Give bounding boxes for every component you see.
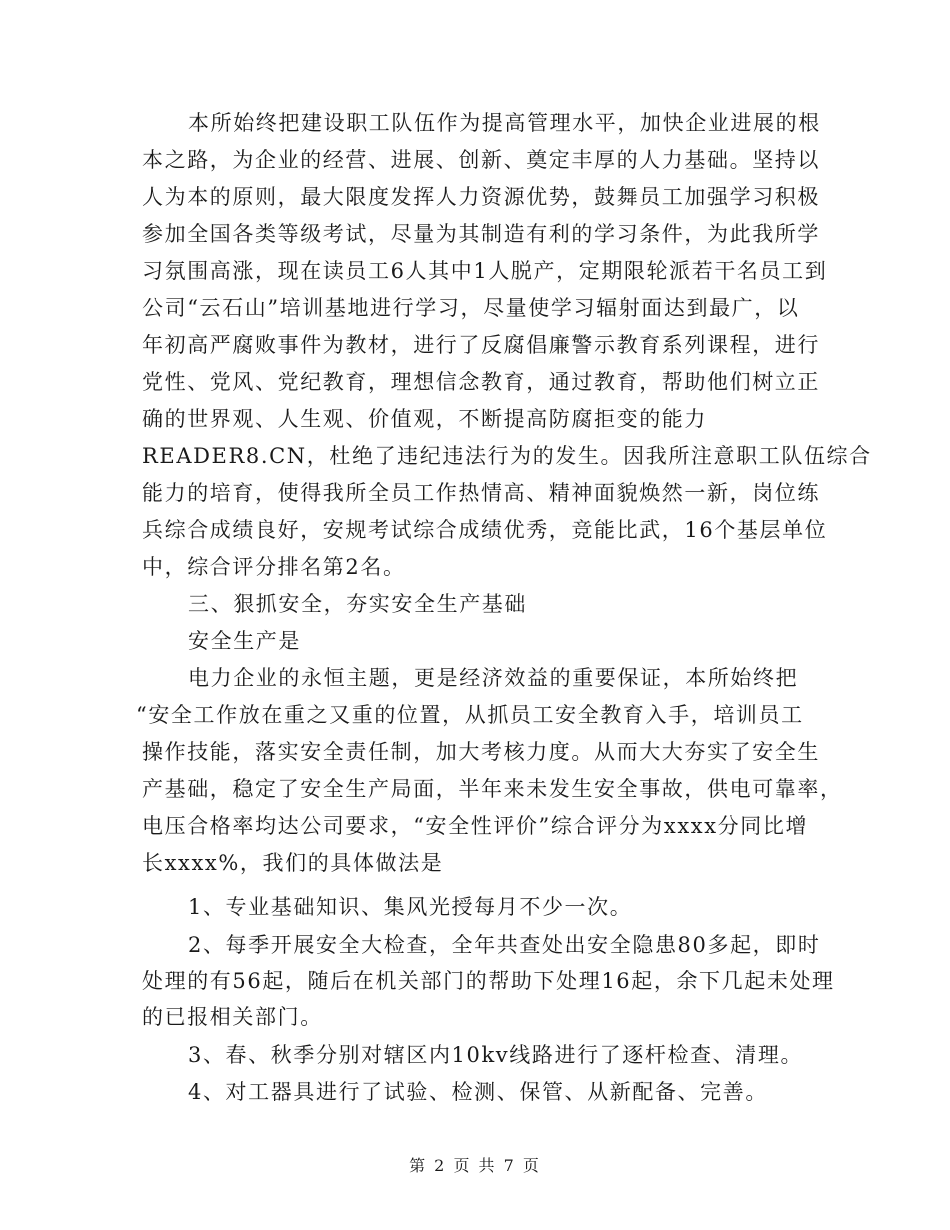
- list-item-4: 4、对工器具进行了试验、检测、保管、从新配备、完善。: [188, 1080, 768, 1104]
- list-item-1: 1、专业基础知识、集风光授每月不少一次。: [188, 895, 633, 919]
- text-line-3: 人为本的原则，最大限度发挥人力资源优势，鼓舞员工加强学习积极: [142, 185, 820, 209]
- text-line-1: 本所始终把建设职工队伍作为提高管理水平，加快企业进展的根: [188, 111, 821, 135]
- text-line-21: 长xxxx%，我们的具体做法是: [142, 851, 444, 875]
- text-line-11: 能力的培育，使得我所全员工作热情高、精神面貌焕然一新，岗位练: [142, 481, 820, 505]
- text-line-2: 本之路，为企业的经营、进展、创新、奠定丰厚的人力基础。坚持以: [142, 148, 820, 172]
- text-line-19: 产基础，稳定了安全生产局面，半年来未发生安全事故，供电可靠率，: [142, 777, 843, 801]
- list-item-2: 2、每季开展安全大检查，全年共查处出安全隐患80多起，即时: [188, 933, 821, 957]
- text-line-18: 操作技能，落实安全责任制，加大考核力度。从而大大夯实了安全生: [142, 740, 820, 764]
- text-line-15: 安全生产是: [188, 629, 301, 653]
- text-line-12: 兵综合成绩良好，安规考试综合成绩优秀，竞能比武，16个基层单位: [142, 518, 828, 542]
- page-number-footer: 第 2 页 共 7 页: [409, 1156, 541, 1175]
- text-line-5: 习氛围高涨，现在读员工6人其中1人脱产，定期限轮派若干名员工到: [142, 259, 828, 283]
- text-line-9: 确的世界观、人生观、价值观，不断提高防腐拒变的能力: [142, 407, 707, 431]
- section-heading: 三、狠抓安全，夯实安全生产基础: [188, 592, 527, 616]
- text-line-20: 电压合格率均达公司要求，“安全性评价”综合评分为xxxx分同比增: [142, 814, 809, 838]
- text-line-4: 参加全国各类等级考试，尽量为其制造有利的学习条件，为此我所学: [142, 222, 820, 246]
- text-line-8: 党性、党风、党纪教育，理想信念教育，通过教育，帮助他们树立正: [142, 370, 820, 394]
- text-line-17: “安全工作放在重之又重的位置，从抓员工安全教育入手，培训员工: [136, 703, 804, 727]
- text-line-13: 中，综合评分排名第2名。: [142, 555, 406, 579]
- text-line-6: 公司“云石山”培训基地进行学习，尽量使学习辐射面达到最广，以: [142, 296, 800, 320]
- text-line-7: 年初高严腐败事件为教材，进行了反腐倡廉警示教育系列课程，进行: [142, 333, 820, 357]
- text-line-10: READER8.CN，杜绝了违纪违法行为的发生。因我所注意职工队伍综合: [142, 444, 872, 468]
- list-item-2-cont-2: 的已报相关部门。: [142, 1005, 323, 1029]
- list-item-2-cont-1: 处理的有56起，随后在机关部门的帮助下处理16起，余下几起未处理: [142, 969, 835, 993]
- list-item-3: 3、春、秋季分别对辖区内10kv线路进行了逐杆检查、清理。: [188, 1043, 804, 1067]
- text-line-16: 电力企业的永恒主题，更是经济效益的重要保证，本所始终把: [188, 666, 799, 690]
